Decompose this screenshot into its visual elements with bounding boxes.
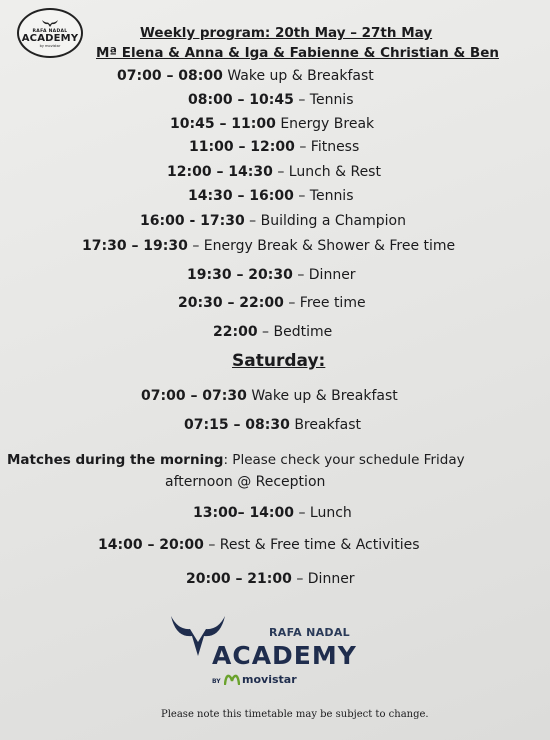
movistar-icon: [224, 673, 240, 685]
activity: – Fitness: [299, 139, 360, 155]
rafa-nadal-academy-logo: [168, 612, 364, 692]
time-range: 20:00 – 21:00: [186, 571, 292, 587]
schedule-row: [184, 416, 361, 434]
schedule-row: [170, 115, 374, 133]
schedule-row: [187, 266, 356, 284]
time-range: 07:00 – 08:00: [117, 68, 223, 84]
schedule-row: [98, 536, 420, 554]
activity: – Tennis: [298, 92, 354, 108]
time-range: 07:15 – 08:30: [184, 417, 290, 433]
schedule-row: [140, 212, 406, 230]
activity: – Energy Break & Shower & Free time: [192, 238, 456, 254]
time-range: 10:45 – 11:00: [170, 116, 276, 132]
activity: – Tennis: [298, 188, 354, 204]
activity: – Dinner: [297, 267, 356, 283]
time-range: 07:00 – 07:30: [141, 388, 247, 404]
schedule-row: [141, 387, 398, 405]
time-range: 13:00– 14:00: [193, 505, 295, 521]
matches-label: Matches during the morning: [7, 452, 224, 468]
time-range: 14:30 – 16:00: [188, 188, 294, 204]
schedule-row: [193, 504, 352, 522]
activity: – Bedtime: [262, 324, 333, 340]
schedule-row: [188, 91, 354, 109]
seal-line1: RAFA NADAL: [32, 28, 68, 34]
activity: – Lunch: [298, 505, 352, 521]
timetable-disclaimer: Please note this timetable may be subject to change.: [161, 709, 429, 720]
program-names: Mª Elena & Anna & Iga & Fabienne & Christian & Ben: [96, 45, 499, 61]
time-range: 20:30 – 22:00: [178, 295, 284, 311]
matches-note: [7, 451, 465, 469]
activity: – Free time: [288, 295, 366, 311]
activity: Wake up & Breakfast: [251, 388, 398, 404]
activity: – Building a Champion: [249, 213, 406, 229]
schedule-row: [189, 138, 359, 156]
schedule-row: [213, 323, 332, 341]
activity: – Dinner: [296, 571, 355, 587]
schedule-row: [82, 237, 455, 255]
matches-note-line2: afternoon @ Reception: [165, 474, 326, 490]
time-range: 16:00 - 17:30: [140, 213, 245, 229]
bull-icon: [41, 19, 59, 28]
logo-academy: ACADEMY: [212, 641, 357, 670]
schedule-row: [186, 570, 355, 588]
seal-line2: ACADEMY: [21, 32, 79, 44]
saturday-heading: Saturday:: [232, 351, 326, 371]
activity: – Lunch & Rest: [277, 164, 381, 180]
schedule-row: [167, 163, 381, 181]
time-range: 11:00 – 12:00: [189, 139, 295, 155]
time-range: 08:00 – 10:45: [188, 92, 294, 108]
time-range: 17:30 – 19:30: [82, 238, 188, 254]
activity: Breakfast: [294, 417, 361, 433]
logo-movistar: movistar: [242, 673, 297, 686]
activity: Energy Break: [280, 116, 375, 132]
time-range: 22:00: [213, 324, 258, 340]
time-range: 12:00 – 14:30: [167, 164, 273, 180]
logo-rafa-nadal: RAFA NADAL: [269, 626, 350, 639]
time-range: 14:00 – 20:00: [98, 537, 204, 553]
academy-seal-logo: [17, 8, 83, 58]
activity: Wake up & Breakfast: [227, 68, 374, 84]
program-title: Weekly program: 20th May – 27th May: [140, 25, 433, 41]
seal-line3: by movistar: [39, 43, 61, 48]
schedule-row: [117, 67, 374, 85]
schedule-row: [178, 294, 366, 312]
time-range: 19:30 – 20:30: [187, 267, 293, 283]
schedule-row: [188, 187, 354, 205]
activity: – Rest & Free time & Activities: [208, 537, 420, 553]
matches-text: : Please check your schedule Friday: [223, 452, 465, 468]
logo-by: BY: [212, 678, 221, 685]
